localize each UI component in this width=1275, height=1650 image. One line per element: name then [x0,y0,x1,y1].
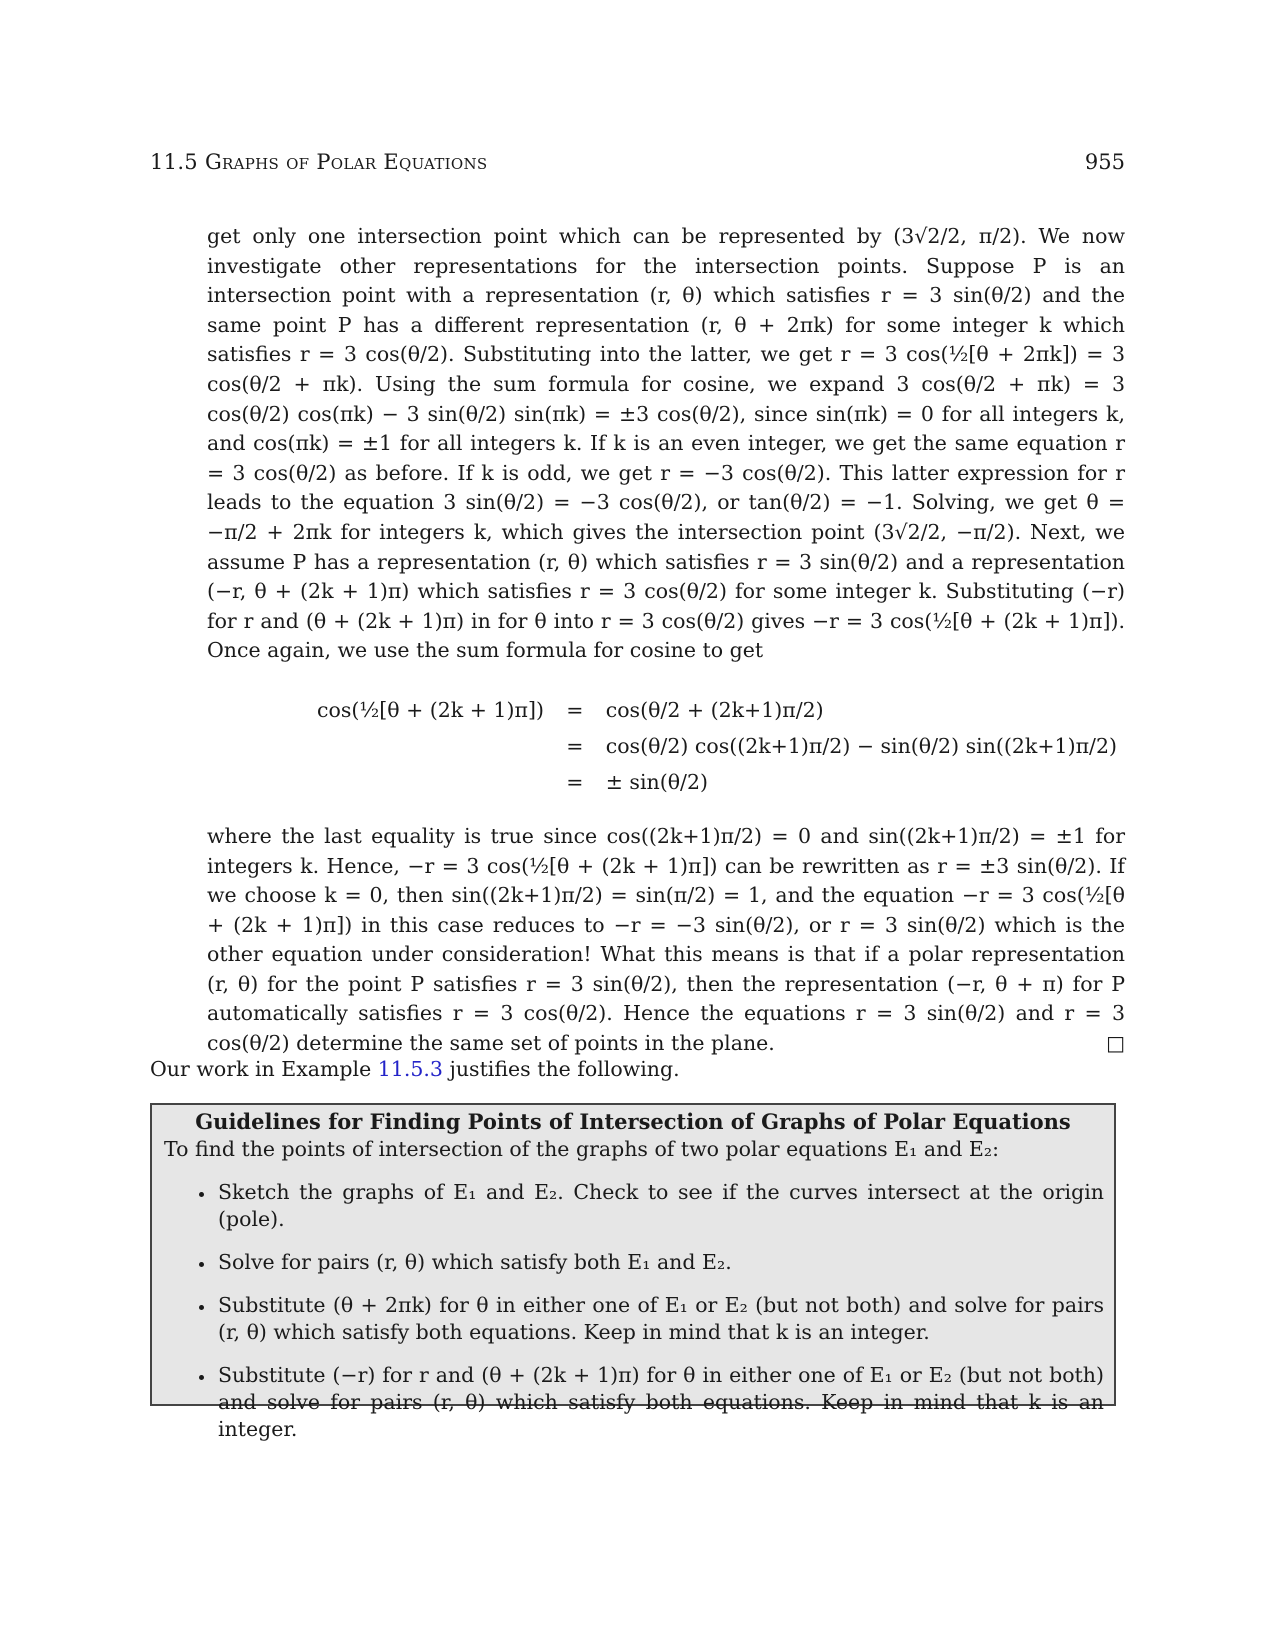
example-reference-sentence [150,1057,680,1081]
equation-rhs: cos(θ/2 + (2k+1)π/2) [605,697,824,722]
intro-before: Our work in Example [150,1057,378,1081]
list-item: • Substitute (θ + 2πk) for θ in either one of E₁ or E₂ (but not both) and solve for pairs (r, θ) which satisfy both equations. Keep in mind that k is an integer. [216,1292,1104,1346]
proof-paragraph-1: get only one intersection point which can be represented by (3√2/2, π/2). We now investigate other representations for the intersection points. Suppose P is an intersection point with a representation (r, θ) which satisfies r = 3 sin(θ/2) and the same point P has a different representation (r, θ + 2πk) for some integer k which satisfies r = 3 cos(θ/2). Substituting into the latter, we get r = 3 cos(½[θ + 2πk]) = 3 cos(θ/2 + πk). Using the sum formula for cosine, we expand 3 cos(θ/2 + πk) = 3 cos(θ/2) cos(πk) − 3 sin(θ/2) sin(πk) = ±3 cos(θ/2), since sin(πk) = 0 for all integers k, and cos(πk) = ±1 for all integers k. If k is an even integer, we get the same equation r = 3 cos(θ/2) as before. If k is odd, we get r = −3 cos(θ/2). This latter expression for r leads to the equation 3 sin(θ/2) = −3 cos(θ/2), or tan(θ/2) = −1. Solving, we get θ = −π/2 + 2πk for integers k, which gives the intersection point (3√2/2, −π/2). Next, we assume P has a representation (r, θ) which satisfies r = 3 sin(θ/2) and a representation (−r, θ + (2k + 1)π) which satisfies r = 3 cos(θ/2) for some integer k. Substituting (−r) for r and (θ + (2k + 1)π) in for θ into r = 3 cos(θ/2) gives −r = 3 cos(½[θ + (2k + 1)π]). Once again, we use the sum formula for cosine to get [207,224,1125,663]
list-item: • Solve for pairs (r, θ) which satisfy both E₁ and E₂. [216,1249,1104,1276]
display-equation [207,692,1125,800]
guidelines-list [192,1179,1104,1443]
equation-array [309,692,1125,800]
proof-paragraph-2-text: where the last equality is true since cos((2k+1)π/2) = 0 and sin((2k+1)π/2) = ±1 for integers k. Hence, −r = 3 cos(½[θ + (2k + 1)π]) can be rewritten as r = ±3 sin(θ/2). If we choose k = 0, then sin((2k+1)π/2) = sin(π/2) = 1, and the equation −r = 3 cos(½[θ + (2k + 1)π]) in this case reduces to −r = −3 sin(θ/2), or r = 3 sin(θ/2) which is the other equation under consideration! What this means is that if a polar representation (r, θ) for the point P satisfies r = 3 sin(θ/2), then the representation (−r, θ + π) for P automatically satisfies r = 3 cos(θ/2). Hence the equations r = 3 sin(θ/2) and r = 3 cos(θ/2) determine the same set of points in the plane. [207,823,1125,1056]
intro-after: justifies the following. [442,1057,680,1081]
equation-relation: = [566,769,584,794]
equation-lhs: cos(½[θ + (2k + 1)π]) [317,697,544,722]
equation-rhs: ± sin(θ/2) [605,769,708,794]
page-number: 955 [1084,150,1125,174]
section-number: 11.5 [150,150,198,174]
qed-icon: □ [1106,1031,1125,1056]
equation-relation: = [566,733,584,758]
equation-row [309,764,1125,800]
equation-relation: = [566,697,584,722]
equation-lhs [309,764,552,800]
proof-paragraph-2 [207,822,1125,1059]
section-heading [150,150,488,174]
list-item: • Substitute (−r) for r and (θ + (2k + 1)π) for θ in either one of E₁ or E₂ (but not both) and solve for pairs (r, θ) which satisfy both equations. Keep in mind that k is an integer. [216,1362,1104,1443]
list-item: • Sketch the graphs of E₁ and E₂. Check to see if the curves intersect at the origin (pole). [216,1179,1104,1233]
proof-body [207,222,1125,1059]
equation-lhs [309,728,552,764]
equation-row [309,728,1125,764]
example-link[interactable]: 11.5.3 [377,1057,443,1081]
guidelines-box [150,1103,1116,1441]
section-title: Graphs of Polar Equations [204,150,488,174]
equation-rhs: cos(θ/2) cos((2k+1)π/2) − sin(θ/2) sin((2k+1)π/2) [605,733,1117,758]
guidelines-intro: To find the points of intersection of the graphs of two polar equations E₁ and E₂: [164,1137,1000,1161]
page-header [150,150,1125,178]
guidelines-title: Guidelines for Finding Points of Intersection of Graphs of Polar Equations [195,1109,1071,1134]
equation-row [309,692,1125,728]
